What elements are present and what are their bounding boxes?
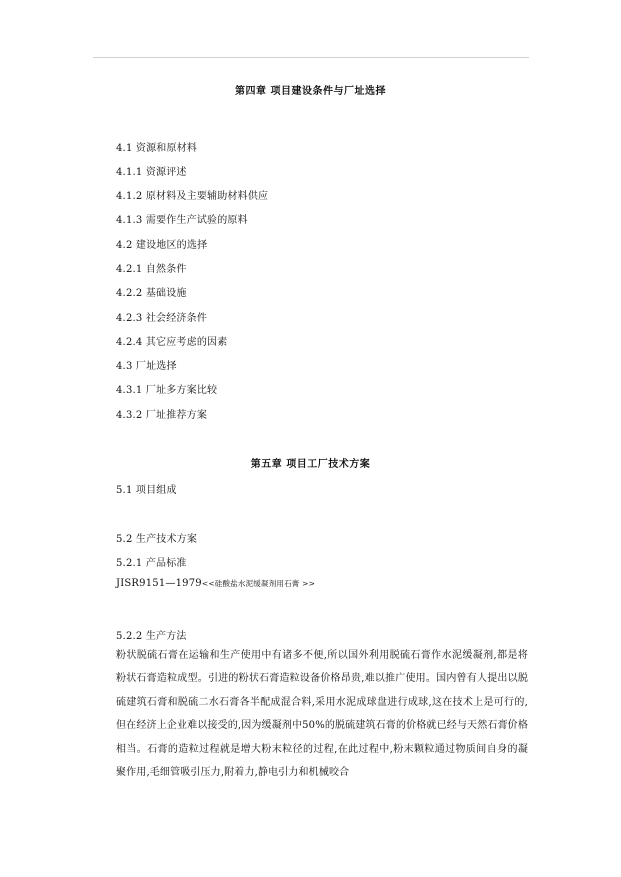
- toc-item-4-3-2: 4.3.2 厂址推荐方案: [116, 410, 208, 421]
- chapter-5-title: 第五章 项目工厂技术方案: [250, 459, 371, 470]
- header-rule: [93, 57, 529, 58]
- toc-item-4-3: 4.3 厂址选择: [116, 361, 177, 372]
- chapter-4-title: 第四章 项目建设条件与厂址选择: [235, 86, 386, 97]
- toc-item-4-1-1: 4.1.1 资源评述: [116, 167, 187, 178]
- standard-code: JISR9151—1979: [116, 578, 202, 589]
- toc-item-4-2: 4.2 建设地区的选择: [116, 240, 208, 251]
- section-5-1: 5.1 项目组成: [116, 485, 177, 496]
- toc-item-4-2-4: 4.2.4 其它应考虑的因素: [116, 337, 228, 348]
- toc-item-4-2-3: 4.2.3 社会经济条件: [116, 313, 208, 324]
- toc-item-4-1-2: 4.1.2 原材料及主要辅助材料供应: [116, 191, 269, 202]
- standard-name: <<硅酸盐水泥缓凝剂用石膏 >>: [201, 579, 316, 588]
- toc-item-4-1-3: 4.1.3 需要作生产试验的原料: [116, 215, 248, 226]
- toc-item-4-2-1: 4.2.1 自然条件: [116, 264, 187, 275]
- toc-item-4-3-1: 4.3.1 厂址多方案比较: [116, 385, 218, 396]
- section-5-2-2: 5.2.2 生产方法: [116, 631, 187, 642]
- toc-item-4-2-2: 4.2.2 基础设施: [116, 288, 187, 299]
- section-5-2: 5.2 生产技术方案: [116, 534, 198, 545]
- toc-item-4-1: 4.1 资源和原材料: [116, 143, 198, 154]
- section-5-2-1: 5.2.1 产品标准: [116, 558, 187, 569]
- product-standard: [116, 578, 315, 589]
- production-method-paragraph: 粉状脱硫石膏在运输和生产使用中有诸多不便,所以国外利用脱硫石膏作水泥缓凝剂,都是将粉状石膏造粒成型。引进的粉状石膏造粒设备价格昂贵,难以推广使用。国内曾有人提出以脱硫建筑石膏和脱硫二水石膏各半配成混合料,采用水泥成球盘进行成球,这在技术上是可行的,但在经济上企业难以接受的,因为缓凝剂中50%的脱硫建筑石膏的价格就已经与天然石膏价格相当。石膏的造粒过程就是增大粉末粒径的过程,在此过程中,粉末颗粒通过物质间自身的凝聚作用,毛细管吸引压力,附着力,静电引力和机械咬合: [116, 650, 528, 779]
